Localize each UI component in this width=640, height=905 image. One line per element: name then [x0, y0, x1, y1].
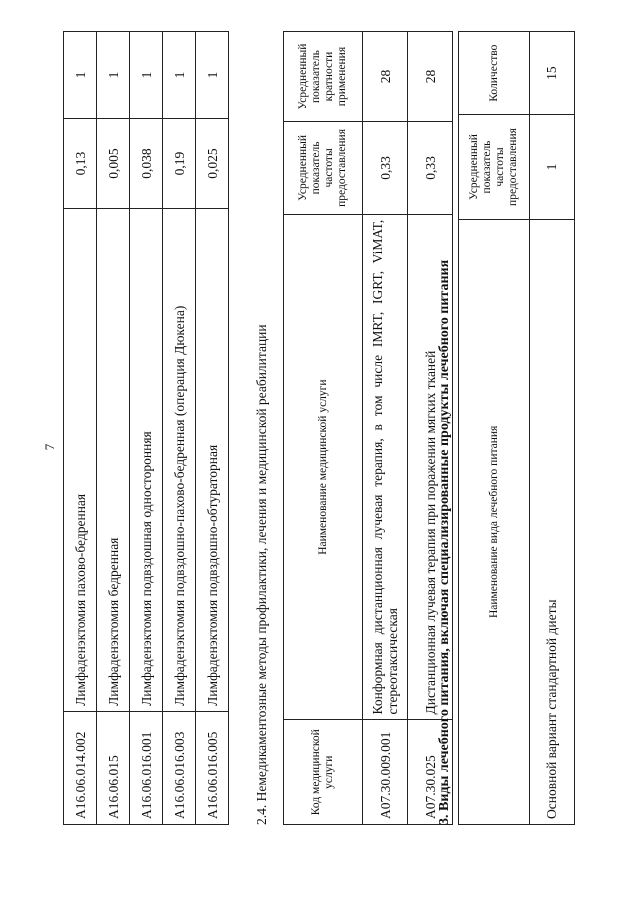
- service-name: Дистанционная лучевая терапия при поражении мягких тканей: [408, 214, 453, 720]
- frequency-value: 0,19: [163, 119, 196, 209]
- table-header-row: [284, 32, 363, 825]
- multiplicity-value: 1: [196, 32, 229, 119]
- service-code: A16.06.016.003: [163, 711, 196, 824]
- section-3-heading: 3. Виды лечебного питания, включая специализированные продукты лечебного питания: [437, 259, 452, 825]
- multiplicity-value: 1: [97, 32, 130, 119]
- table-row: [64, 32, 97, 825]
- header-multiplicity: Усредненный показатель кратности применения: [284, 32, 363, 122]
- service-name: Лимфаденэктомия бедренная: [97, 209, 130, 712]
- service-code: A07.30.025: [408, 720, 453, 825]
- multiplicity-value: 1: [163, 32, 196, 119]
- frequency-value: 1: [530, 115, 575, 219]
- header-frequency: Усредненный показатель частоты предоставления: [459, 115, 530, 219]
- nutrition-name: Основной вариант стандартной диеты: [530, 219, 575, 824]
- service-code: A16.06.016.005: [196, 711, 229, 824]
- header-frequency: Усредненный показатель частоты предоставления: [284, 122, 363, 215]
- multiplicity-value: 1: [130, 32, 163, 119]
- table-row: [97, 32, 130, 825]
- multiplicity-value: 28: [408, 32, 453, 122]
- table-header-row: [459, 32, 530, 825]
- service-name: Лимфаденэктомия пахово-бедренная: [64, 209, 97, 712]
- table-row: [130, 32, 163, 825]
- table-row: [363, 32, 408, 825]
- table-row: [196, 32, 229, 825]
- frequency-value: 0,13: [64, 119, 97, 209]
- frequency-value: 0,33: [408, 122, 453, 215]
- table-row: [163, 32, 196, 825]
- service-code: A16.06.016.001: [130, 711, 163, 824]
- service-code: A16.06.015: [97, 711, 130, 824]
- service-code: A07.30.009.001: [363, 720, 408, 825]
- header-quantity: Количество: [459, 32, 530, 115]
- section-2-4-heading: 2.4. Немедикаментозные методы профилактики, лечения и медицинской реабилитации: [254, 324, 269, 825]
- quantity-value: 15: [530, 32, 575, 115]
- frequency-value: 0,025: [196, 119, 229, 209]
- table-row: [530, 32, 575, 825]
- header-nutrition-name: Наименование вида лечебного питания: [459, 219, 530, 824]
- non-drug-methods-table: [283, 31, 453, 825]
- page-number: 7: [42, 443, 57, 451]
- surgery-services-table: [63, 31, 229, 825]
- header-code: Код медицинской услуги: [284, 720, 363, 825]
- frequency-value: 0,33: [363, 122, 408, 215]
- service-name: Лимфаденэктомия подвздошная односторонняя: [130, 209, 163, 712]
- nutrition-table: [458, 31, 575, 825]
- service-code: A16.06.014.002: [64, 711, 97, 824]
- multiplicity-value: 1: [64, 32, 97, 119]
- service-name: Лимфаденэктомия подвздошно-пахово-бедренная (операция Дюкена): [163, 209, 196, 712]
- header-name: Наименование медицинской услуги: [284, 214, 363, 720]
- frequency-value: 0,038: [130, 119, 163, 209]
- service-name: Конформная дистанционная лучевая терапия, в том числе IMRT, IGRT, ViMAT, стереотаксическая: [363, 214, 408, 720]
- frequency-value: 0,005: [97, 119, 130, 209]
- multiplicity-value: 28: [363, 32, 408, 122]
- service-name: Лимфаденэктомия подвздошно-обтураторная: [196, 209, 229, 712]
